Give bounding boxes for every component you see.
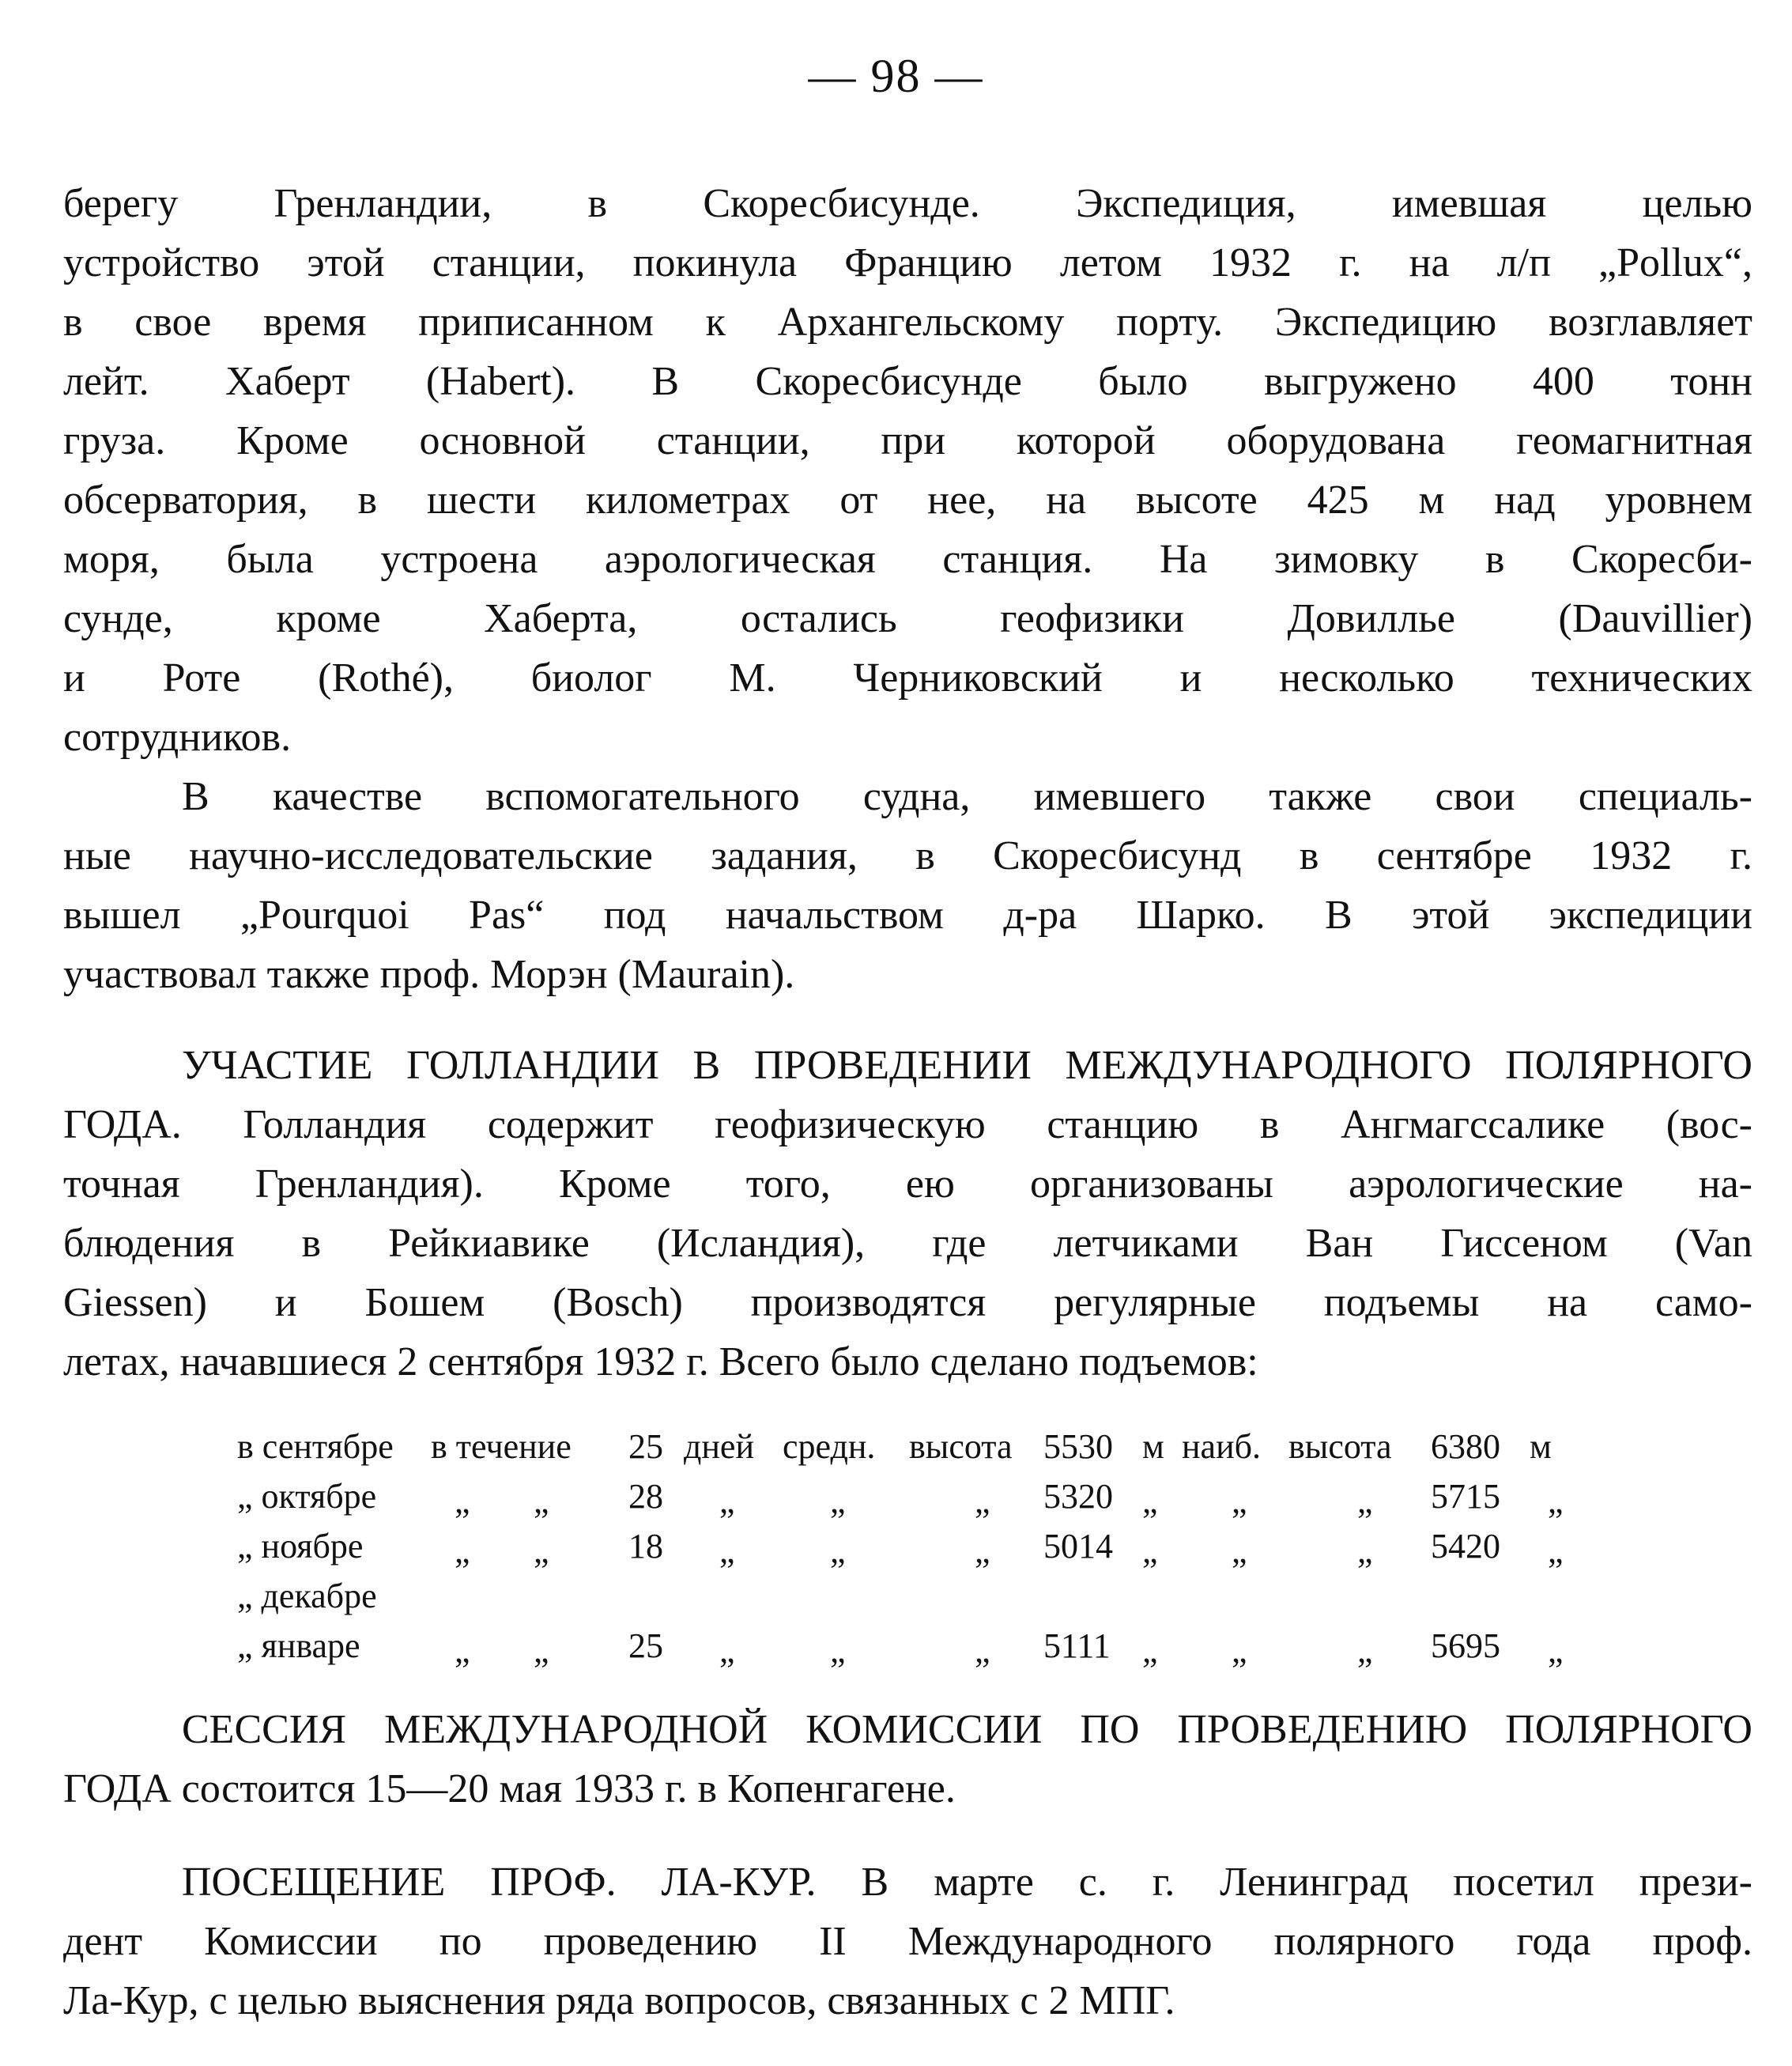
ditto-mark: „	[1548, 1482, 1564, 1520]
avg-height-cell: 5320	[1043, 1477, 1113, 1516]
ditto-mark: „	[455, 1482, 470, 1520]
text-line: летах, начавшиеся 2 сентября 1932 г. Всего было сделано подъемов:	[63, 1339, 1258, 1384]
ditto-mark: „	[1142, 1532, 1158, 1570]
text-line: берегу Гренландии, в Скоресбисунде. Экспедиция, имевшая целью	[63, 181, 1752, 226]
table-header-cell: 25	[628, 1427, 663, 1466]
month-cell: „ январе	[237, 1626, 360, 1665]
table-header-cell: 6380	[1431, 1427, 1500, 1466]
table-header-cell: наиб.	[1182, 1427, 1262, 1466]
ditto-mark: „	[534, 1482, 549, 1520]
text-line: груза. Кроме основной станции, при которой оборудована геомагнитная	[63, 418, 1752, 463]
ditto-mark: „	[719, 1482, 735, 1520]
text-line: В качестве вспомогательного судна, имевшего также свои специаль-	[182, 774, 1752, 819]
text-line: СЕССИЯ МЕЖДУНАРОДНОЙ КОМИССИИ ПО ПРОВЕДЕНИЮ ПОЛЯРНОГО	[182, 1707, 1752, 1752]
ditto-mark: „	[1357, 1482, 1373, 1520]
month-cell: „ ноябре	[237, 1527, 364, 1566]
text-line: дент Комиссии по проведению II Международного полярного года проф.	[63, 1919, 1752, 1964]
ditto-mark: „	[534, 1532, 549, 1570]
table-header-cell: высота	[909, 1427, 1013, 1466]
month-cell: „ декабре	[237, 1577, 377, 1615]
table-header-cell: в сентябре	[237, 1427, 394, 1466]
text-line: устройство этой станции, покинула Францию летом 1932 г. на л/п „Pollux“,	[63, 240, 1752, 285]
ditto-mark: „	[1357, 1532, 1373, 1570]
text-line: моря, была устроена аэрологическая станция. На зимовку в Скоресби-	[63, 537, 1752, 582]
max-height-cell: 5695	[1431, 1626, 1500, 1665]
text-line: ГОДА состоится 15—20 мая 1933 г. в Копенгагене.	[63, 1766, 956, 1811]
ditto-mark: „	[830, 1631, 846, 1670]
paragraph	[63, 174, 1752, 767]
paragraph	[63, 1700, 1752, 1819]
text-line: сотрудников.	[63, 715, 292, 760]
text-line: Giessen) и Бошем (Bosch) производятся регулярные подъемы на само-	[63, 1280, 1752, 1325]
ditto-mark: „	[830, 1482, 846, 1520]
ditto-mark: „	[1357, 1631, 1373, 1670]
text-line: блюдения в Рейкиавике (Исландия), где летчиками Ван Гиссеном (Van	[63, 1221, 1752, 1266]
text-line: и Роте (Rothé), биолог М. Черниковский и несколько технических	[63, 655, 1752, 701]
page-number: — 98 —	[808, 50, 984, 102]
days-cell: 25	[628, 1626, 663, 1665]
avg-height-cell: 5111	[1043, 1626, 1111, 1665]
days-cell: 28	[628, 1477, 663, 1516]
text-line: ПОСЕЩЕНИЕ ПРОФ. ЛА-КУР. В марте с. г. Ленинград посетил прези-	[182, 1860, 1752, 1905]
text-line: вышел „Pourquoi Pas“ под начальством д-ра Шарко. В этой экспедиции	[63, 893, 1752, 938]
table-header-cell: средн.	[783, 1427, 876, 1466]
ditto-mark: „	[975, 1482, 990, 1520]
max-height-cell: 5420	[1431, 1527, 1500, 1566]
text-line: участвовал также проф. Морэн (Maurain).	[63, 952, 795, 997]
days-cell: 18	[628, 1527, 663, 1566]
table-header-cell: высота	[1288, 1427, 1392, 1466]
paragraph	[63, 1036, 1752, 1392]
paragraph	[63, 1853, 1752, 2030]
paragraph	[63, 767, 1752, 1004]
text-line: ные научно-исследовательские задания, в Скоресбисунд в сентябре 1932 г.	[63, 833, 1752, 878]
text-line: ГОДА. Голландия содержит геофизическую станцию в Ангмагссалике (вос-	[63, 1102, 1752, 1147]
table-header-cell: 5530	[1043, 1427, 1113, 1466]
text-line: лейт. Хаберт (Habert). В Скоресбисунде было выгружено 400 тонн	[63, 359, 1752, 404]
text-line: УЧАСТИЕ ГОЛЛАНДИИ В ПРОВЕДЕНИИ МЕЖДУНАРОДНОГО ПОЛЯРНОГО	[182, 1043, 1752, 1088]
ditto-mark: „	[1232, 1532, 1247, 1570]
table-header-cell: м	[1530, 1427, 1552, 1466]
ditto-mark: „	[1232, 1482, 1247, 1520]
table-header-cell: м	[1142, 1427, 1164, 1466]
max-height-cell: 5715	[1431, 1477, 1500, 1516]
ditto-mark: „	[455, 1532, 470, 1570]
text-line: обсерватория, в шести километрах от нее, на высоте 425 м над уровнем	[63, 478, 1752, 523]
ditto-mark: „	[975, 1631, 990, 1670]
text-line: сунде, кроме Хаберта, остались геофизики Довиллье (Dauvillier)	[63, 596, 1752, 641]
text-line: Ла-Кур, с целью выяснения ряда вопросов, связанных с 2 МПГ.	[63, 1978, 1175, 2023]
ditto-mark: „	[1548, 1631, 1564, 1670]
ditto-mark: „	[455, 1631, 470, 1670]
text-line: точная Гренландия). Кроме того, ею организованы аэрологические на-	[63, 1161, 1752, 1207]
ditto-mark: „	[975, 1532, 990, 1570]
ditto-mark: „	[1232, 1631, 1247, 1670]
ditto-mark: „	[830, 1532, 846, 1570]
ditto-mark: „	[1142, 1482, 1158, 1520]
ditto-mark: „	[534, 1631, 549, 1670]
month-cell: „ октябре	[237, 1477, 377, 1516]
text-line: в свое время приписанном к Архангельскому порту. Экспедицию возглавляет	[63, 300, 1752, 345]
table-header-cell: в течение	[431, 1427, 572, 1466]
table-header-cell: дней	[684, 1427, 755, 1466]
ditto-mark: „	[719, 1532, 735, 1570]
ditto-mark: „	[719, 1631, 735, 1670]
avg-height-cell: 5014	[1043, 1527, 1113, 1566]
ditto-mark: „	[1548, 1532, 1564, 1570]
ditto-mark: „	[1142, 1631, 1158, 1670]
